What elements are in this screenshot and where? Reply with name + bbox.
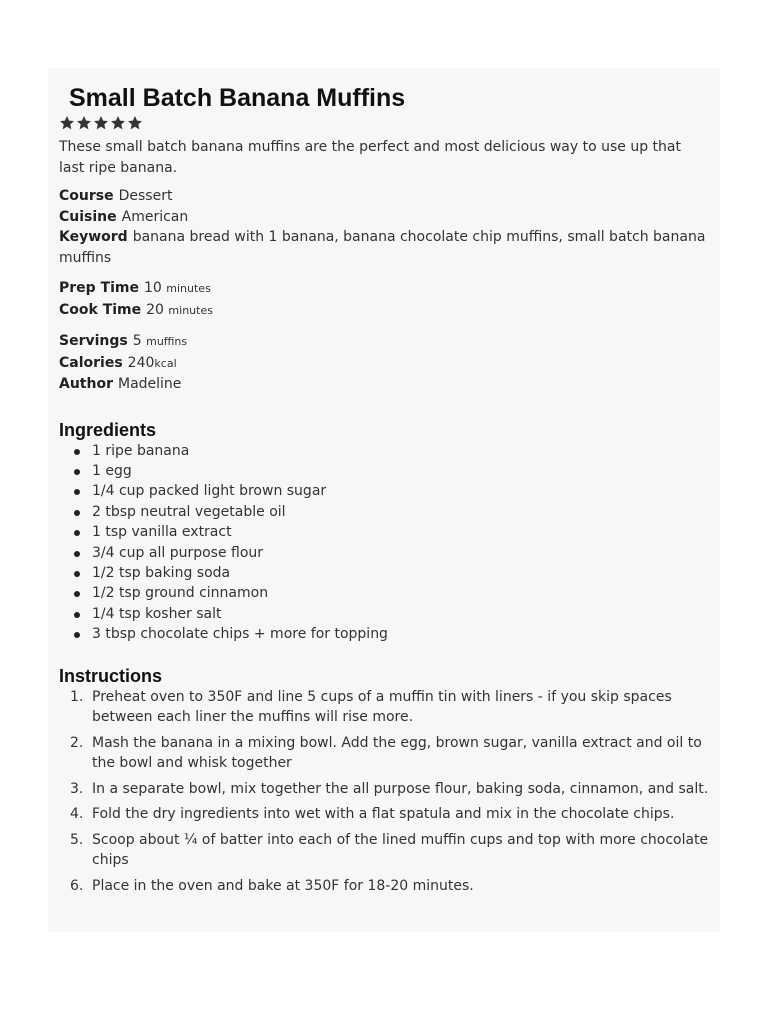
bullet-icon <box>74 551 80 557</box>
cuisine-label: Cuisine <box>59 208 117 225</box>
ingredient-text: 1 egg <box>92 462 132 479</box>
keyword-label: Keyword <box>59 229 128 245</box>
instructions-list <box>59 687 709 897</box>
ingredient-text: 1/2 tsp baking soda <box>92 564 231 581</box>
author-value: Madeline <box>117 376 182 392</box>
course-value: Dessert <box>118 188 173 204</box>
step-text: In a separate bowl, mix together the all purpose flour, baking soda, cinnamon, and salt. <box>92 780 709 797</box>
calories-label: Calories <box>59 354 123 371</box>
step-text: Mash the banana in a mixing bowl. Add the egg, brown sugar, vanilla extract and oil to the bowl and whisk together <box>92 734 702 772</box>
course-label: Course <box>59 188 114 204</box>
servings-label: Servings <box>59 333 128 349</box>
recipe-title: Small Batch Banana Muffins <box>69 84 406 112</box>
bullet-icon <box>74 571 80 577</box>
star-icon[interactable] <box>127 115 143 131</box>
bullet-icon <box>74 449 80 455</box>
calories-unit: kcal <box>154 356 177 370</box>
step-number: 6. <box>70 877 84 894</box>
instructions-heading: Instructions <box>59 665 163 686</box>
ingredient-item <box>59 543 709 563</box>
step-number: 4. <box>70 806 84 823</box>
bullet-icon <box>74 530 80 536</box>
step-text: Fold the dry ingredients into wet with a flat spatula and mix in the chocolate chips. <box>92 806 675 823</box>
step-text: Scoop about ¼ of batter into each of the lined muffin cups and top with more chocolate chips <box>92 831 709 869</box>
ingredient-item <box>59 461 709 481</box>
course-row <box>59 186 709 207</box>
ingredient-text: 3 tbsp chocolate chips + more for topping <box>92 626 388 643</box>
star-icon[interactable] <box>76 115 92 131</box>
step-number: 2. <box>70 734 84 751</box>
bullet-icon <box>74 469 80 475</box>
instruction-step <box>59 733 709 774</box>
cook-time-unit: minutes <box>168 303 213 317</box>
star-icon[interactable] <box>93 115 109 131</box>
prep-time-row <box>59 278 709 300</box>
recipe-summary: These small batch banana muffins are the perfect and most delicious way to use up that last ripe banana. <box>59 139 681 176</box>
step-text: Place in the oven and bake at 350F for 18-20 minutes. <box>92 877 474 894</box>
ingredient-item <box>59 481 709 501</box>
ingredients-heading: Ingredients <box>59 419 157 440</box>
calories-value: 240 <box>127 354 155 371</box>
ingredient-text: 1/4 cup packed light brown sugar <box>92 483 327 500</box>
cuisine-row <box>59 207 709 228</box>
instruction-step <box>59 876 709 897</box>
prep-time-label: Prep Time <box>59 280 139 296</box>
instruction-step <box>59 687 709 728</box>
star-icon[interactable] <box>110 115 126 131</box>
cook-time-row <box>59 300 709 322</box>
instruction-step <box>59 779 709 800</box>
servings-value[interactable]: 5 <box>132 333 142 349</box>
author-row <box>59 374 709 395</box>
ingredient-item <box>59 563 709 583</box>
ingredient-text: 1/2 tsp ground cinnamon <box>92 585 269 602</box>
cuisine-value: American <box>121 208 189 225</box>
calories-row <box>59 353 709 375</box>
servings-row <box>59 331 709 353</box>
ingredients-list <box>59 441 709 645</box>
keyword-row <box>59 227 709 268</box>
keyword-value: banana bread with 1 banana, banana chocolate chip muffins, small batch banana muffins <box>59 229 706 266</box>
instruction-step <box>59 804 709 825</box>
ingredient-item <box>59 522 709 542</box>
step-number: 3. <box>70 780 84 797</box>
bullet-icon <box>74 510 80 516</box>
star-icon[interactable] <box>59 115 75 131</box>
step-number: 1. <box>70 688 84 705</box>
cook-time-value: 20 <box>146 301 164 318</box>
prep-time-unit: minutes <box>166 282 211 295</box>
author-label: Author <box>59 376 113 392</box>
ingredient-text: 1/4 tsp kosher salt <box>92 605 222 622</box>
ingredient-item <box>59 502 709 522</box>
prep-time-value: 10 <box>144 280 162 296</box>
ingredient-text: 3/4 cup all purpose flour <box>92 544 264 561</box>
ingredient-item <box>59 583 709 603</box>
ingredient-text: 2 tbsp neutral vegetable oil <box>92 503 286 520</box>
recipe-meta <box>59 186 709 395</box>
ingredient-text: 1 ripe banana <box>92 442 190 459</box>
cook-time-label: Cook Time <box>59 301 142 318</box>
step-number: 5. <box>70 831 84 848</box>
bullet-icon <box>74 489 80 495</box>
instruction-step <box>59 830 709 871</box>
ingredient-item <box>59 441 709 461</box>
ingredient-text: 1 tsp vanilla extract <box>92 524 232 541</box>
servings-unit: muffins <box>146 335 188 348</box>
bullet-icon <box>74 612 80 618</box>
bullet-icon <box>74 591 80 597</box>
ingredient-item <box>59 624 709 644</box>
step-text: Preheat oven to 350F and line 5 cups of a muffin tin with liners - if you skip spaces between each liner the muffins will rise more. <box>92 688 672 726</box>
bullet-icon <box>74 632 80 638</box>
recipe-card <box>48 68 720 932</box>
ingredient-item <box>59 604 709 624</box>
rating-stars[interactable] <box>59 115 709 133</box>
